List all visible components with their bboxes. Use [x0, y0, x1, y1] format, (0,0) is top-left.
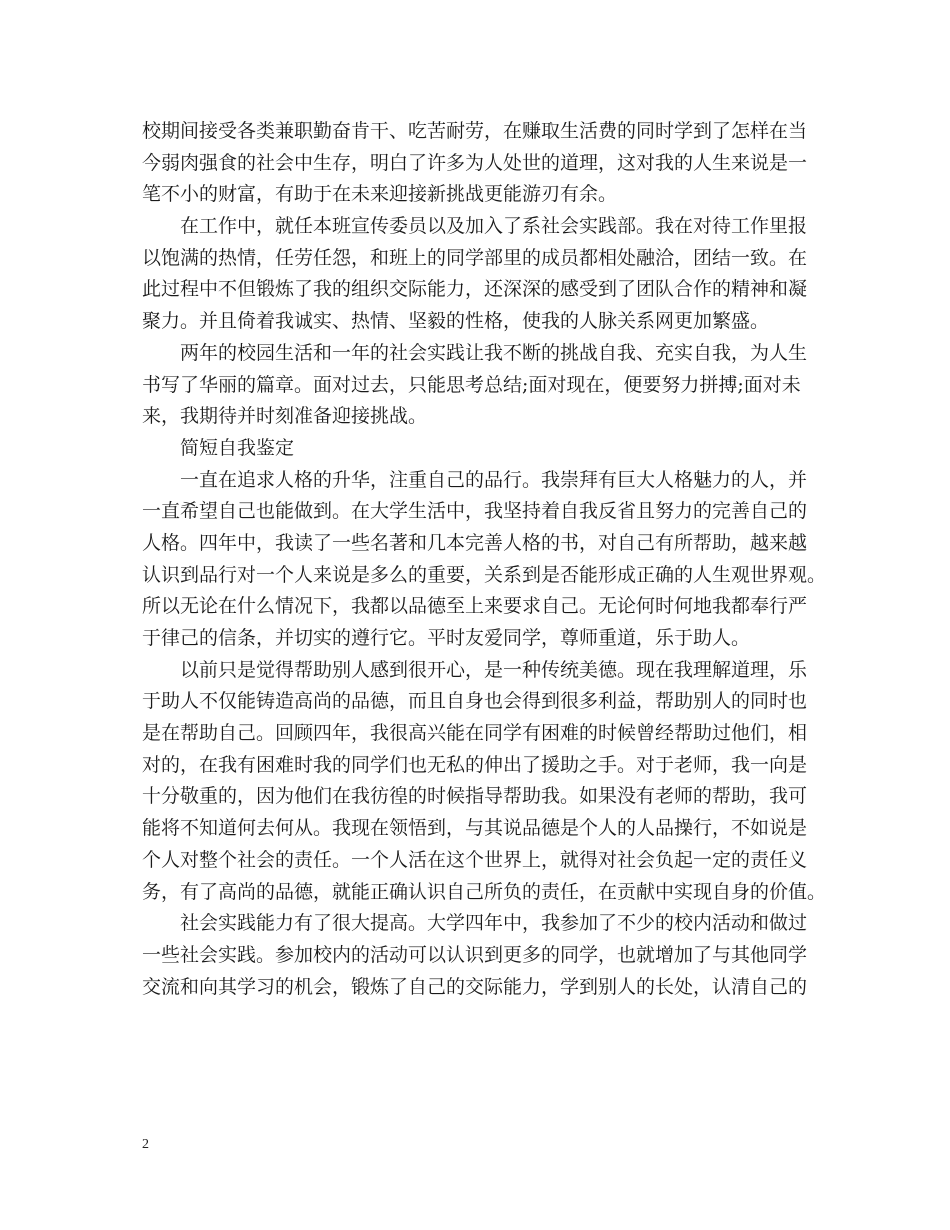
text-line: 书写了华丽的篇章。面对过去，只能思考总结;面对现在，便要努力拼搏;面对未 — [142, 373, 801, 396]
text-line: 来，我期待并时刻准备迎接挑战。 — [142, 405, 428, 428]
text-line: 一直希望自己也能做到。在大学生活中，我坚持着自我反省且努力的完善自己的 — [142, 500, 808, 523]
text-line: 笔不小的财富，有助于在未来迎接新挑战更能游刃有余。 — [142, 183, 618, 206]
body-text — [142, 116, 827, 1003]
text-line: 所以无论在什么情况下，我都以品德至上来要求自己。无论何时何地我都奉行严 — [142, 595, 808, 618]
text-line: 今弱肉强食的社会中生存，明白了许多为人处世的道理，这对我的人生来说是一 — [142, 151, 808, 174]
text-line: 是在帮助自己。回顾四年，我很高兴能在同学有困难的时候曾经帮助过他们，相 — [142, 722, 808, 745]
page-number: 2 — [142, 1137, 149, 1152]
text-line: 聚力。并且倚着我诚实、热情、坚毅的性格，使我的人脉关系网更加繁盛。 — [142, 310, 770, 333]
text-line: 在工作中，就任本班宣传委员以及加入了系社会实践部。我在对待工作里报 — [142, 215, 808, 238]
text-line: 认识到品行对一个人来说是多么的重要，关系到是否能形成正确的人生观世界观。 — [142, 563, 827, 586]
text-line: 以前只是觉得帮助别人感到很开心，是一种传统美德。现在我理解道理，乐 — [142, 658, 808, 681]
text-line: 十分敬重的，因为他们在我彷徨的时候指导帮助我。如果没有老师的帮助，我可 — [142, 785, 808, 808]
text-line: 对的，在我有困难时我的同学们也无私的伸出了援助之手。对于老师，我一向是 — [142, 753, 808, 776]
text-line: 人格。四年中，我读了一些名著和几本完善人格的书，对自己有所帮助，越来越 — [142, 531, 808, 554]
text-line: 个人对整个社会的责任。一个人活在这个世界上，就得对社会负起一定的责任义 — [142, 848, 808, 871]
text-line: 一直在追求人格的升华，注重自己的品行。我崇拜有巨大人格魅力的人，并 — [142, 468, 808, 491]
text-line: 社会实践能力有了很大提高。大学四年中，我参加了不少的校内活动和做过 — [142, 912, 808, 935]
text-line: 校期间接受各类兼职勤奋肯干、吃苦耐劳，在赚取生活费的同时学到了怎样在当 — [142, 120, 808, 142]
text-line: 交流和向其学习的机会，锻炼了自己的交际能力，学到别人的长处，认清自己的 — [142, 975, 808, 998]
text-line: 此过程中不但锻炼了我的组织交际能力，还深深的感受到了团队合作的精神和凝 — [142, 278, 808, 301]
text-line: 于助人不仅能铸造高尚的品德，而且自身也会得到很多利益，帮助别人的同时也 — [142, 690, 808, 713]
text-line: 于律己的信条，并切实的遵行它。平时友爱同学，尊师重道，乐于助人。 — [142, 627, 751, 649]
text-line: 能将不知道何去何从。我现在领悟到，与其说品德是个人的人品操行，不如说是 — [142, 817, 808, 840]
section-heading: 简短自我鉴定 — [142, 436, 295, 459]
text-line: 两年的校园生活和一年的社会实践让我不断的挑战自我、充实自我，为人生 — [142, 341, 808, 364]
text-line: 务，有了高尚的品德，就能正确认识自己所负的责任，在贡献中实现自身的价值。 — [142, 880, 827, 903]
text-line: 以饱满的热情，任劳任怨，和班上的同学部里的成员都相处融洽，团结一致。在 — [142, 246, 808, 269]
text-line: 一些社会实践。参加校内的活动可以认识到更多的同学，也就增加了与其他同学 — [142, 943, 808, 966]
